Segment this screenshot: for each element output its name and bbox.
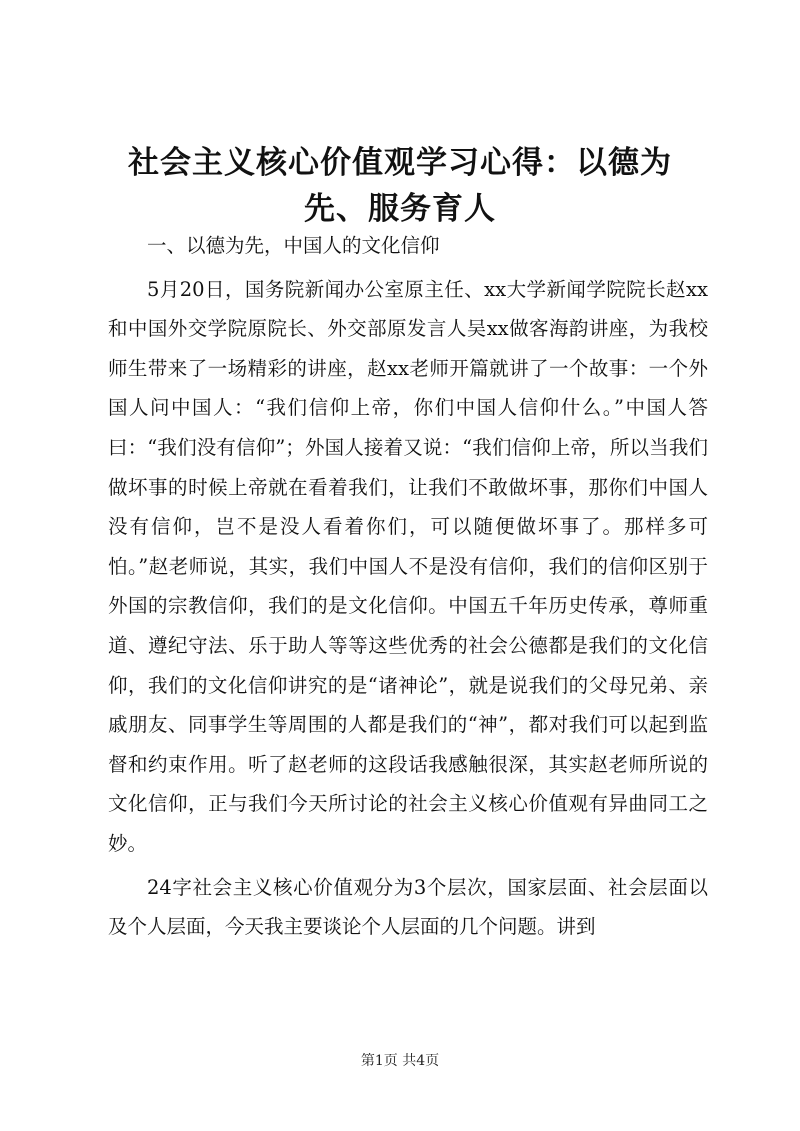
section-heading: 一、以德为先，中国人的文化信仰 — [147, 234, 440, 257]
page-number-footer: 第1页 共4页 — [360, 1053, 440, 1069]
paragraph: 24字社会主义核心价值观分为3个层次，国家层面、社会层面以及个人层面，今天我主要谈论个人层面的几个问题。讲到 — [108, 875, 708, 939]
paragraph: 5月20日，国务院新闻办公室原主任、xx大学新闻学院院长赵xx和中国外交学院原院长、外交部原发言人吴xx做客海韵讲座，为我校师生带来了一场精彩的讲座，赵xx老师开篇就讲了一个故事：一个外国人问中国人：“我们信仰上帝，你们中国人信仰什么。”中国人答曰：“我们没有信仰”；外国人接着又说：“我们信仰上帝，所以当我们做坏事的时候上帝就在看着我们，让我们不敢做坏事，那你们中国人没有信仰，岂不是没人看着你们，可以随便做坏事了。那样多可怕。”赵老师说，其实，我们中国人不是没有信仰，我们的信仰区别于外国的宗教信仰，我们的是文化信仰。中国五千年历史传承，尊师重道、遵纪守法、乐于助人等等这些优秀的社会公德都是我们的文化信仰，我们的文化信仰讲究的是“诸神论”，就是说我们的父母兄弟、亲戚朋友、同事学生等周围的人都是我们的“神”，都对我们可以起到监督和约束作用。听了赵老师的这段话我感触很深，其实赵老师所说的文化信仰，正与我们今天所讨论的社会主义核心价值观有异曲同工之妙。 — [108, 277, 708, 855]
document-body — [108, 226, 708, 947]
document-title: 社会主义核心价值观学习心得：以德为先、服务育人 — [128, 145, 672, 227]
